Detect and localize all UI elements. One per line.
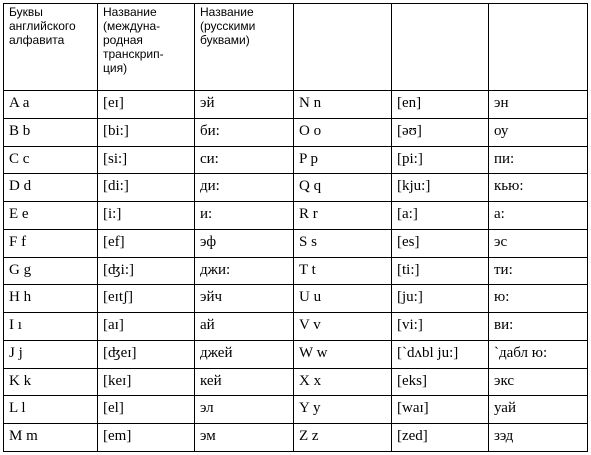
header-intl-transcription	[98, 4, 195, 91]
table-header-row	[4, 4, 588, 91]
russian-name-cell: би:	[195, 118, 294, 146]
header-russian-line: буквами)	[200, 33, 250, 47]
table-row	[4, 424, 588, 452]
russian-name-cell: `дабл ю:	[489, 340, 588, 368]
transcription-cell: [pi:]	[392, 146, 489, 174]
russian-name-cell: ди:	[195, 174, 294, 202]
header-letters	[4, 4, 98, 91]
transcription-cell: [ti:]	[392, 257, 489, 285]
transcription-cell: [kju:]	[392, 174, 489, 202]
transcription-cell: [en]	[392, 91, 489, 119]
transcription-cell: [ef]	[98, 229, 195, 257]
table-row	[4, 146, 588, 174]
letter-cell: X x	[294, 368, 392, 396]
russian-name-cell: эл	[195, 396, 294, 424]
header-intl-line: (междуна-	[103, 19, 161, 33]
letter-cell: Q q	[294, 174, 392, 202]
header-letters-line: алфавита	[9, 33, 65, 47]
letter-cell: T t	[294, 257, 392, 285]
table-row	[4, 202, 588, 230]
letter-cell: M m	[4, 424, 98, 452]
russian-name-cell: эн	[489, 91, 588, 119]
transcription-cell: [zed]	[392, 424, 489, 452]
russian-name-cell: пи:	[489, 146, 588, 174]
russian-name-cell: а:	[489, 202, 588, 230]
transcription-cell: [di:]	[98, 174, 195, 202]
letter-cell: V v	[294, 313, 392, 341]
transcription-cell: [i:]	[98, 202, 195, 230]
table-row	[4, 368, 588, 396]
transcription-cell: [em]	[98, 424, 195, 452]
header-empty-cell	[294, 4, 392, 91]
table-row	[4, 91, 588, 119]
russian-name-cell: джи:	[195, 257, 294, 285]
russian-name-cell: эс	[489, 229, 588, 257]
letter-cell: D d	[4, 174, 98, 202]
header-intl-line: транскрип-	[103, 47, 164, 61]
header-intl-line: Название	[103, 5, 157, 19]
russian-name-cell: эй	[195, 91, 294, 119]
transcription-cell: [si:]	[98, 146, 195, 174]
letter-cell: W w	[294, 340, 392, 368]
russian-name-cell: зэд	[489, 424, 588, 452]
russian-name-cell: ти:	[489, 257, 588, 285]
header-russian-line: Название	[200, 5, 254, 19]
header-russian-line: (русскими	[200, 19, 256, 33]
russian-name-cell: кей	[195, 368, 294, 396]
letter-cell: C c	[4, 146, 98, 174]
header-intl-line: родная	[103, 33, 143, 47]
english-alphabet-table	[3, 3, 588, 452]
russian-name-cell: эм	[195, 424, 294, 452]
transcription-cell: [ju:]	[392, 285, 489, 313]
letter-cell: F f	[4, 229, 98, 257]
header-letters-line: Буквы	[9, 5, 43, 19]
transcription-cell: [bi:]	[98, 118, 195, 146]
transcription-cell: [əʊ]	[392, 118, 489, 146]
russian-name-cell: ай	[195, 313, 294, 341]
russian-name-cell: оу	[489, 118, 588, 146]
letter-cell: L l	[4, 396, 98, 424]
russian-name-cell: ви:	[489, 313, 588, 341]
letter-cell: H h	[4, 285, 98, 313]
table-row	[4, 118, 588, 146]
letter-cell: P p	[294, 146, 392, 174]
transcription-cell: [aɪ]	[98, 313, 195, 341]
table-row	[4, 285, 588, 313]
header-letters-line: английского	[9, 19, 76, 33]
russian-name-cell: джей	[195, 340, 294, 368]
russian-name-cell: уай	[489, 396, 588, 424]
transcription-cell: [eɪ]	[98, 91, 195, 119]
transcription-cell: [vi:]	[392, 313, 489, 341]
russian-name-cell: экс	[489, 368, 588, 396]
header-empty-cell	[489, 4, 588, 91]
transcription-cell: [ʤi:]	[98, 257, 195, 285]
transcription-cell: [a:]	[392, 202, 489, 230]
transcription-cell: [eɪtʃ]	[98, 285, 195, 313]
letter-cell: B b	[4, 118, 98, 146]
letter-cell: R r	[294, 202, 392, 230]
letter-cell: E e	[4, 202, 98, 230]
transcription-cell: [`dʌbl ju:]	[392, 340, 489, 368]
letter-cell: N n	[294, 91, 392, 119]
header-russian-name	[195, 4, 294, 91]
header-intl-line: ция)	[103, 61, 128, 75]
letter-cell: I ı	[4, 313, 98, 341]
letter-cell: O o	[294, 118, 392, 146]
russian-name-cell: кью:	[489, 174, 588, 202]
transcription-cell: [waɪ]	[392, 396, 489, 424]
russian-name-cell: ю:	[489, 285, 588, 313]
table-row	[4, 396, 588, 424]
russian-name-cell: си:	[195, 146, 294, 174]
table-row	[4, 313, 588, 341]
letter-cell: G g	[4, 257, 98, 285]
russian-name-cell: и:	[195, 202, 294, 230]
table-row	[4, 257, 588, 285]
russian-name-cell: эйч	[195, 285, 294, 313]
table-row	[4, 174, 588, 202]
transcription-cell: [keɪ]	[98, 368, 195, 396]
transcription-cell: [eks]	[392, 368, 489, 396]
letter-cell: J j	[4, 340, 98, 368]
table-row	[4, 229, 588, 257]
letter-cell: Z z	[294, 424, 392, 452]
letter-cell: K k	[4, 368, 98, 396]
transcription-cell: [el]	[98, 396, 195, 424]
letter-cell: A a	[4, 91, 98, 119]
letter-cell: S s	[294, 229, 392, 257]
transcription-cell: [ʤeɪ]	[98, 340, 195, 368]
russian-name-cell: эф	[195, 229, 294, 257]
letter-cell: Y y	[294, 396, 392, 424]
header-empty-cell	[392, 4, 489, 91]
table-row	[4, 340, 588, 368]
transcription-cell: [es]	[392, 229, 489, 257]
letter-cell: U u	[294, 285, 392, 313]
